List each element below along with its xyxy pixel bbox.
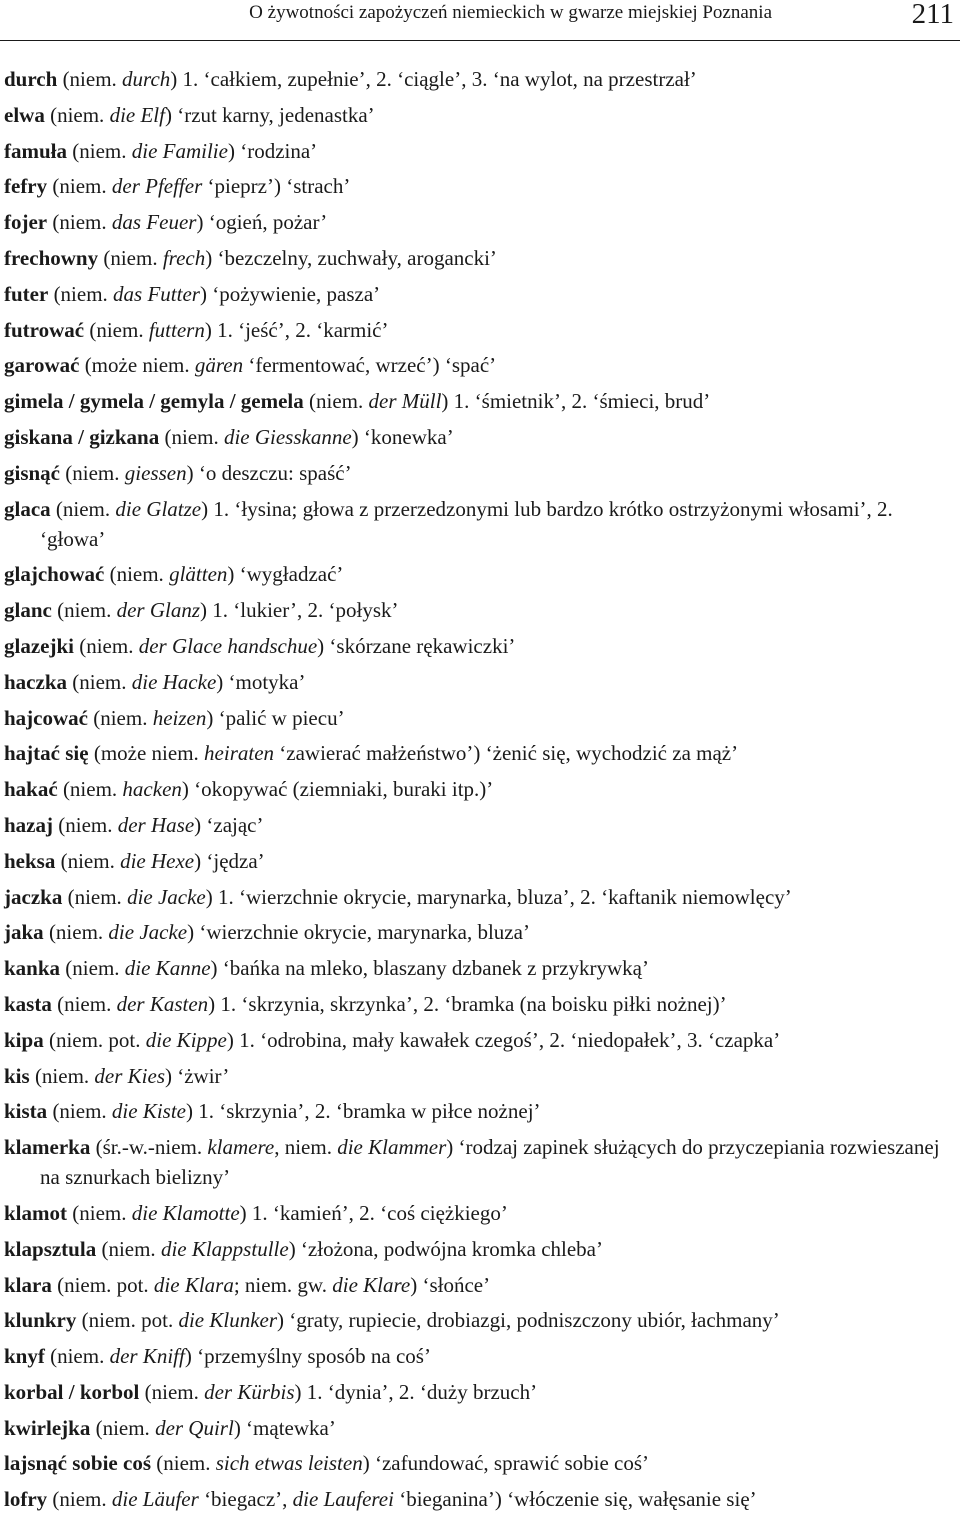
dictionary-entry: [4, 559, 956, 589]
entry-text: ) 1. ‘skrzynia, skrzynka’, 2. ‘bramka (na boisku piłki nożnej)’: [208, 991, 727, 1016]
entry-german-source: hacken: [122, 777, 182, 802]
entry-headword: hazaj: [4, 812, 53, 837]
entry-text: (niem.: [151, 1451, 216, 1476]
entry-german-source: die Klunker: [178, 1308, 278, 1333]
entry-text: (niem. pot.: [51, 1272, 154, 1297]
entry-headword: klunkry: [4, 1308, 77, 1333]
entry-german-source: sich etwas leisten: [215, 1451, 363, 1476]
dictionary-entry: [4, 1413, 956, 1443]
entry-german-source: giessen: [124, 460, 187, 485]
dictionary-entry: [4, 243, 956, 273]
dictionary-entry: [4, 1132, 956, 1192]
dictionary-entry: [4, 917, 956, 947]
entry-text: ) 1. ‘skrzynia’, 2. ‘bramka w piłce nożnej’: [186, 1099, 541, 1124]
entry-german-source: das Feuer: [111, 210, 197, 235]
entry-german-source: der Glace handschue: [138, 633, 318, 658]
entry-text: ) 1. ‘kamień’, 2. ‘coś ciężkiego’: [239, 1200, 508, 1225]
entry-text: (niem.: [303, 389, 369, 414]
entry-german-source: frech: [162, 245, 206, 270]
entry-text: ) 1. ‘lukier’, 2. ‘połysk’: [200, 598, 399, 623]
dictionary-entry: [4, 386, 956, 416]
entry-headword: klapsztula: [4, 1236, 97, 1261]
dictionary-entry: [4, 1377, 956, 1407]
entry-headword: fefry: [4, 174, 48, 199]
entry-headword: hajtać się: [4, 741, 89, 766]
entry-headword: fojer: [4, 210, 48, 235]
entry-text: ) ‘rzut karny, jedenastka’: [164, 102, 375, 127]
entry-text: ‘bieganina’) ‘włóczenie się, wałęsanie się’: [393, 1487, 757, 1512]
entry-text: ) ‘rodzina’: [227, 138, 318, 163]
entry-headword: frechowny: [4, 245, 99, 270]
entry-text: ) ‘pożywienie, pasza’: [199, 281, 381, 306]
entry-german-source: klamere: [207, 1135, 275, 1160]
entry-german-source: futtern: [148, 317, 205, 342]
entry-text: ‘fermentować, wrzeć’) ‘spać’: [243, 353, 497, 378]
entry-text: ) 1. ‘jeść’, 2. ‘karmić’: [204, 317, 389, 342]
dictionary-entry: [4, 279, 956, 309]
entry-german-source: die Jacke: [127, 884, 206, 909]
entry-text: (może niem.: [79, 353, 195, 378]
entry-german-source: die Klare: [332, 1272, 411, 1297]
page-header: [0, 0, 960, 44]
entry-text: (niem.: [43, 920, 109, 945]
entry-text: ) ‘mątewka’: [233, 1415, 336, 1440]
entry-german-source: die Läufer: [111, 1487, 199, 1512]
dictionary-entry: [4, 703, 956, 733]
entry-headword: kanka: [4, 956, 61, 981]
entry-text: (niem.: [50, 496, 116, 521]
dictionary-entry: [4, 1198, 956, 1228]
entry-german-source: der Kürbis: [204, 1379, 295, 1404]
entry-text: (niem.: [90, 1415, 156, 1440]
dictionary-entry: [4, 1096, 956, 1126]
entry-text: ) ‘graty, rupiecie, drobiazgi, podniszczony ubiór, łachmany’: [277, 1308, 780, 1333]
entry-german-source: der Pfeffer: [111, 174, 203, 199]
entry-text: ) ‘motyka’: [216, 669, 306, 694]
entry-text: (niem.: [96, 1236, 161, 1261]
entry-text: (niem.: [84, 317, 149, 342]
entry-text: (niem.: [48, 281, 114, 306]
entry-headword: klamot: [4, 1200, 67, 1225]
entry-text: (niem.: [47, 210, 112, 235]
entry-text: ) ‘przemyślny sposób na coś’: [184, 1344, 431, 1369]
entry-headword: lajsnąć sobie coś: [4, 1451, 151, 1476]
entry-text: (niem.: [67, 1200, 132, 1225]
entry-text: ) ‘złożona, podwójna kromka chleba’: [288, 1236, 603, 1261]
entry-german-source: heizen: [152, 705, 207, 730]
entry-text: (może niem.: [88, 741, 205, 766]
dictionary-entry: [4, 100, 956, 130]
entry-german-source: der Kies: [94, 1063, 165, 1088]
entry-text: ; niem. gw.: [233, 1272, 333, 1297]
dictionary-entry: [4, 882, 956, 912]
entry-text: (niem.: [29, 1063, 95, 1088]
entry-german-source: die Lauferei: [292, 1487, 394, 1512]
entry-text: (niem. pot.: [43, 1027, 146, 1052]
dictionary-entry: [4, 350, 956, 380]
entry-german-source: der Kniff: [109, 1344, 185, 1369]
dictionary-entry: [4, 64, 956, 94]
dictionary-entry: [4, 774, 956, 804]
entry-text: ) ‘wierzchnie okrycie, marynarka, bluza’: [187, 920, 530, 945]
entry-headword: knyf: [4, 1344, 45, 1369]
entry-text: ) ‘o deszczu: spaść’: [186, 460, 352, 485]
entry-text: (niem.: [87, 705, 153, 730]
entry-text: (śr.-w.-niem.: [90, 1135, 208, 1160]
entry-text: ) ‘okopywać (ziemniaki, buraki itp.)’: [181, 777, 494, 802]
entry-text: (niem.: [47, 1487, 112, 1512]
entry-headword: kwirlejka: [4, 1415, 91, 1440]
header-rule: [0, 40, 960, 41]
entry-text: (niem.: [44, 1344, 110, 1369]
entry-text: ) ‘ogień, pożar’: [196, 210, 328, 235]
entry-headword: elwa: [4, 102, 45, 127]
entry-text: (niem.: [60, 460, 125, 485]
entry-text: (niem.: [62, 884, 128, 909]
entry-german-source: die Klappstulle: [160, 1236, 289, 1261]
dictionary-entry: [4, 846, 956, 876]
entry-headword: gisnąć: [4, 460, 61, 485]
entry-text: (niem. pot.: [76, 1308, 179, 1333]
dictionary-entry: [4, 810, 956, 840]
running-title: O żywotności zapożyczeń niemieckich w gwarze miejskiej Poznania: [249, 2, 772, 23]
entry-headword: hakać: [4, 777, 58, 802]
entry-text: ) 1. ‘śmietnik’, 2. ‘śmieci, brud’: [441, 389, 711, 414]
entry-headword: gimela / gymela / gemyla / gemela: [4, 389, 304, 414]
entry-german-source: die Hexe: [120, 848, 195, 873]
dictionary-entry: [4, 738, 956, 768]
entry-german-source: der Müll: [368, 389, 442, 414]
dictionary-entry: [4, 989, 956, 1019]
dictionary-entry: [4, 422, 956, 452]
entry-text: ) ‘konewka’: [351, 424, 454, 449]
entry-text: ) ‘rodzaj zapinek służących do przyczepiania rozwieszanej na sznurkach bielizny’: [40, 1135, 940, 1190]
entry-german-source: gären: [194, 353, 244, 378]
entry-text: , niem.: [274, 1135, 338, 1160]
entry-text: (niem.: [159, 424, 224, 449]
entry-headword: garować: [4, 353, 80, 378]
entry-headword: futer: [4, 281, 49, 306]
dictionary-entry: [4, 1484, 956, 1514]
entry-text: (niem.: [98, 245, 163, 270]
entry-text: ) ‘zając’: [194, 812, 264, 837]
dictionary-entry: [4, 1061, 956, 1091]
entry-headword: klara: [4, 1272, 52, 1297]
entry-text: (niem.: [51, 991, 117, 1016]
dictionary-entry: [4, 171, 956, 201]
entry-headword: klamerka: [4, 1135, 91, 1160]
entry-text: (niem.: [104, 562, 170, 587]
dictionary-entries: [4, 64, 956, 1520]
dictionary-entry: [4, 207, 956, 237]
entry-text: ) ‘żwir’: [165, 1063, 230, 1088]
entry-text: ) ‘palić w piecu’: [206, 705, 345, 730]
entry-german-source: der Hase: [117, 812, 195, 837]
entry-text: (niem.: [57, 777, 123, 802]
entry-text: (niem.: [139, 1379, 205, 1404]
entry-text: (niem.: [53, 812, 118, 837]
entry-text: (niem.: [73, 633, 139, 658]
entry-text: ) ‘zafundować, sprawić sobie coś’: [362, 1451, 650, 1476]
dictionary-entry: [4, 458, 956, 488]
entry-german-source: die Hacke: [131, 669, 217, 694]
dictionary-entry: [4, 953, 956, 983]
dictionary-entry: [4, 1341, 956, 1371]
entry-headword: glanc: [4, 598, 52, 623]
entry-headword: heksa: [4, 848, 56, 873]
entry-german-source: die Jacke: [108, 920, 188, 945]
entry-german-source: die Kiste: [111, 1099, 186, 1124]
entry-german-source: die Kanne: [124, 956, 211, 981]
entry-text: ‘biegacz’,: [198, 1487, 293, 1512]
entry-text: ) 1. ‘dynia’, 2. ‘duży brzuch’: [294, 1379, 538, 1404]
entry-german-source: die Giesskanne: [223, 424, 352, 449]
entry-text: ) 1. ‘odrobina, mały kawałek czegoś’, 2. ‘niedopałek’, 3. ‘czapka’: [226, 1027, 781, 1052]
dictionary-entry: [4, 1234, 956, 1264]
entry-headword: kis: [4, 1063, 30, 1088]
entry-text: ) 1. ‘całkiem, zupełnie’, 2. ‘ciągle’, 3. ‘na wylot, na przestrzał’: [170, 67, 697, 91]
entry-text: ) ‘bańka na mleko, blaszany dzbanek z przykrywką’: [210, 956, 649, 981]
entry-german-source: der Glanz: [116, 598, 200, 623]
entry-headword: glajchować: [4, 562, 105, 587]
entry-text: ) ‘jędza’: [194, 848, 265, 873]
dictionary-entry: [4, 494, 956, 554]
entry-german-source: die Glatze: [115, 496, 202, 521]
entry-text: ‘pieprz’) ‘strach’: [202, 174, 351, 199]
entry-headword: hajcować: [4, 705, 88, 730]
entry-german-source: die Elf: [109, 102, 165, 127]
entry-text: ) 1. ‘łysina; głowa z przerzedzonymi lub bardzo krótko ostrzyżonymi włosami’, 2. ‘głowa’: [40, 496, 893, 551]
entry-text: ) ‘skórzane rękawiczki’: [317, 633, 516, 658]
entry-german-source: der Kasten: [116, 991, 209, 1016]
dictionary-entry: [4, 1305, 956, 1335]
entry-text: (niem.: [44, 102, 110, 127]
entry-german-source: heiraten: [204, 741, 275, 766]
entry-german-source: die Klammer: [337, 1135, 447, 1160]
entry-text: (niem.: [60, 956, 125, 981]
entry-german-source: die Klara: [153, 1272, 234, 1297]
entry-headword: giskana / gizkana: [4, 424, 160, 449]
entry-text: (niem.: [47, 1099, 112, 1124]
entry-headword: famuła: [4, 138, 67, 163]
entry-text: (niem.: [55, 848, 121, 873]
entry-headword: glaca: [4, 496, 51, 521]
entry-text: (niem.: [67, 138, 132, 163]
entry-headword: glazejki: [4, 633, 74, 658]
dictionary-entry: [4, 631, 956, 661]
entry-headword: durch: [4, 67, 58, 91]
entry-text: ) ‘bezczelny, zuchwały, arogancki’: [205, 245, 497, 270]
entry-text: ‘zawierać małżeństwo’) ‘żenić się, wychodzić za mąż’: [274, 741, 739, 766]
entry-headword: korbal / korbol: [4, 1379, 140, 1404]
entry-text: (niem.: [67, 669, 132, 694]
dictionary-entry: [4, 1025, 956, 1055]
dictionary-entry: [4, 136, 956, 166]
entry-german-source: durch: [122, 67, 171, 91]
entry-german-source: das Futter: [113, 281, 200, 306]
entry-text: (niem.: [51, 598, 117, 623]
dictionary-entry: [4, 1448, 956, 1478]
entry-headword: jaka: [4, 920, 44, 945]
dictionary-entry: [4, 315, 956, 345]
dictionary-entry: [4, 1270, 956, 1300]
entry-text: ) ‘słońce’: [410, 1272, 491, 1297]
entry-german-source: glätten: [169, 562, 228, 587]
entry-headword: futrować: [4, 317, 85, 342]
entry-german-source: die Kippe: [145, 1027, 227, 1052]
entry-text: ) ‘wygładzać’: [227, 562, 344, 587]
entry-headword: haczka: [4, 669, 67, 694]
dictionary-entry: [4, 667, 956, 697]
page-number: 211: [911, 0, 954, 30]
entry-headword: lofry: [4, 1487, 48, 1512]
entry-headword: kista: [4, 1099, 48, 1124]
entry-headword: jaczka: [4, 884, 63, 909]
entry-headword: kasta: [4, 991, 52, 1016]
entry-text: (niem.: [47, 174, 112, 199]
entry-german-source: der Quirl: [155, 1415, 234, 1440]
entry-german-source: die Klamotte: [131, 1200, 240, 1225]
entry-text: ) 1. ‘wierzchnie okrycie, marynarka, bluza’, 2. ‘kaftanik niemowlęcy’: [205, 884, 792, 909]
entry-text: (niem.: [57, 67, 123, 91]
entry-german-source: die Familie: [131, 138, 228, 163]
dictionary-entry: [4, 595, 956, 625]
entry-headword: kipa: [4, 1027, 44, 1052]
